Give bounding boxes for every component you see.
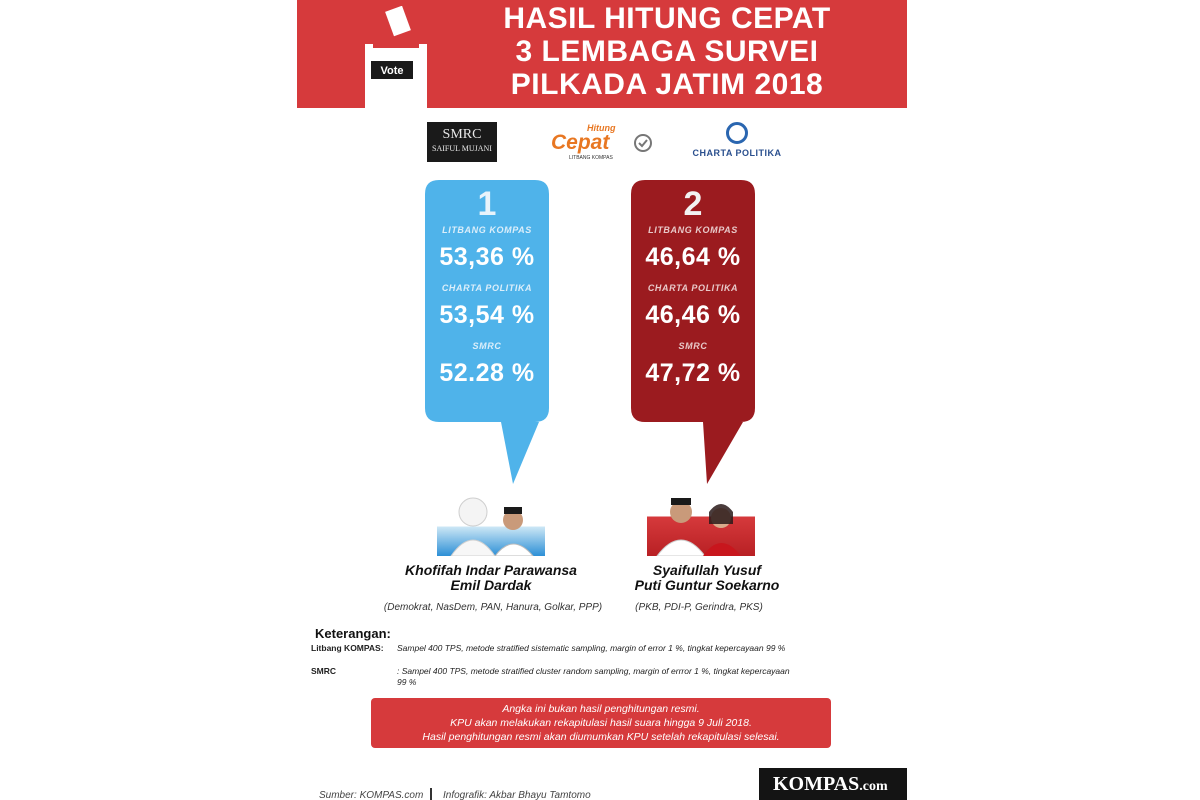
- candidate-2-parties: (PKB, PDI-P, Gerindra, PKS): [635, 602, 763, 613]
- note-label: Litbang KOMPAS:: [311, 643, 384, 653]
- footer-source: Sumber: KOMPAS.com: [319, 790, 424, 800]
- hitung-cepat-logo: [549, 122, 659, 162]
- check-icon: [639, 140, 647, 146]
- candidate-1-governor: Khofifah Indar Parawansa: [405, 562, 577, 578]
- candidate-1-results: [425, 180, 549, 422]
- disclaimer-box: [371, 698, 831, 748]
- result-source: LITBANG KOMPAS: [648, 225, 738, 235]
- result-source: CHARTA POLITIKA: [441, 283, 533, 293]
- candidate-number: 1: [477, 185, 497, 223]
- kompas-logo: [759, 768, 907, 800]
- candidate-2-governor: Syaifullah Yusuf: [652, 562, 762, 578]
- result-value: 46,46 %: [645, 301, 741, 329]
- result-value: 53,36 %: [439, 243, 535, 271]
- note-label: SMRC: [311, 666, 337, 676]
- title-line-2: 3 LEMBAGA SURVEI: [515, 35, 819, 68]
- candidate-2-names: [587, 563, 827, 593]
- page-title: [437, 2, 897, 101]
- disclaimer-line: Hasil penghitungan resmi akan diumumkan KPU setelah rekapitulasi selesai.: [422, 731, 780, 743]
- hitung-small-text: Hitung: [587, 123, 616, 133]
- hitung-sub-text: LITBANG KOMPAS: [569, 155, 613, 161]
- result-value: 53,54 %: [439, 301, 535, 329]
- kompas-suffix: .com: [859, 779, 888, 794]
- check-circle-icon: [635, 135, 651, 151]
- ballot-box-icon: [359, 6, 439, 108]
- result-source: LITBANG KOMPAS: [442, 225, 532, 235]
- candidate-2-photo: [647, 490, 755, 556]
- header-banner: [297, 0, 907, 108]
- note-text: : Sampel 400 TPS, metode stratified cluster random sampling, margin of errror 1 %, tingkat kepercayaan 99 %: [397, 666, 790, 687]
- ballot-label: Vote: [380, 65, 404, 77]
- charta-logo-text: CHARTA POLITIKA: [692, 148, 782, 158]
- footer-divider: [430, 788, 432, 800]
- candidate-number: 2: [683, 185, 703, 223]
- kompas-brand: KOMPAS: [773, 773, 860, 795]
- smrc-logo: [427, 122, 497, 162]
- title-line-3: PILKADA JATIM 2018: [510, 68, 824, 101]
- result-source: SMRC: [678, 341, 708, 351]
- smrc-logo-text: SMRC: [442, 127, 482, 142]
- infographic-card: [297, 0, 907, 800]
- cepat-text: Cepat: [551, 131, 610, 154]
- candidate-2-results: [631, 180, 755, 422]
- title-line-1: HASIL HITUNG CEPAT: [503, 2, 831, 35]
- note-text: Sampel 400 TPS, metode stratified sistematic sampling, margin of error 1 %, tingkat kepercayaan 99 %: [397, 643, 786, 653]
- result-value: 46,64 %: [645, 243, 741, 271]
- candidate-1-names: [371, 563, 611, 593]
- candidate-1-photo: [437, 490, 545, 556]
- disclaimer-line: KPU akan melakukan rekapitulasi hasil suara hingga 9 Juli 2018.: [450, 717, 752, 729]
- footer-credit: Infografik: Akbar Bhayu Tamtomo: [443, 790, 591, 800]
- charta-globe-icon: [726, 122, 748, 144]
- result-value: 52.28 %: [439, 359, 535, 387]
- charta-politika-logo: [687, 122, 787, 162]
- notes-title: Keterangan:: [315, 626, 391, 641]
- candidate-2-vice: Puti Guntur Soekarno: [634, 577, 780, 593]
- result-source: SMRC: [472, 341, 502, 351]
- smrc-logo-subtext: SAIFUL MUJANI: [432, 144, 492, 153]
- result-value: 47,72 %: [645, 359, 741, 387]
- candidate-1-parties: (Demokrat, NasDem, PAN, Hanura, Golkar, PPP): [383, 602, 603, 613]
- result-source: CHARTA POLITIKA: [647, 283, 739, 293]
- candidate-1-vice: Emil Dardak: [450, 577, 532, 593]
- disclaimer-line: Angka ini bukan hasil penghitungan resmi.: [502, 703, 700, 715]
